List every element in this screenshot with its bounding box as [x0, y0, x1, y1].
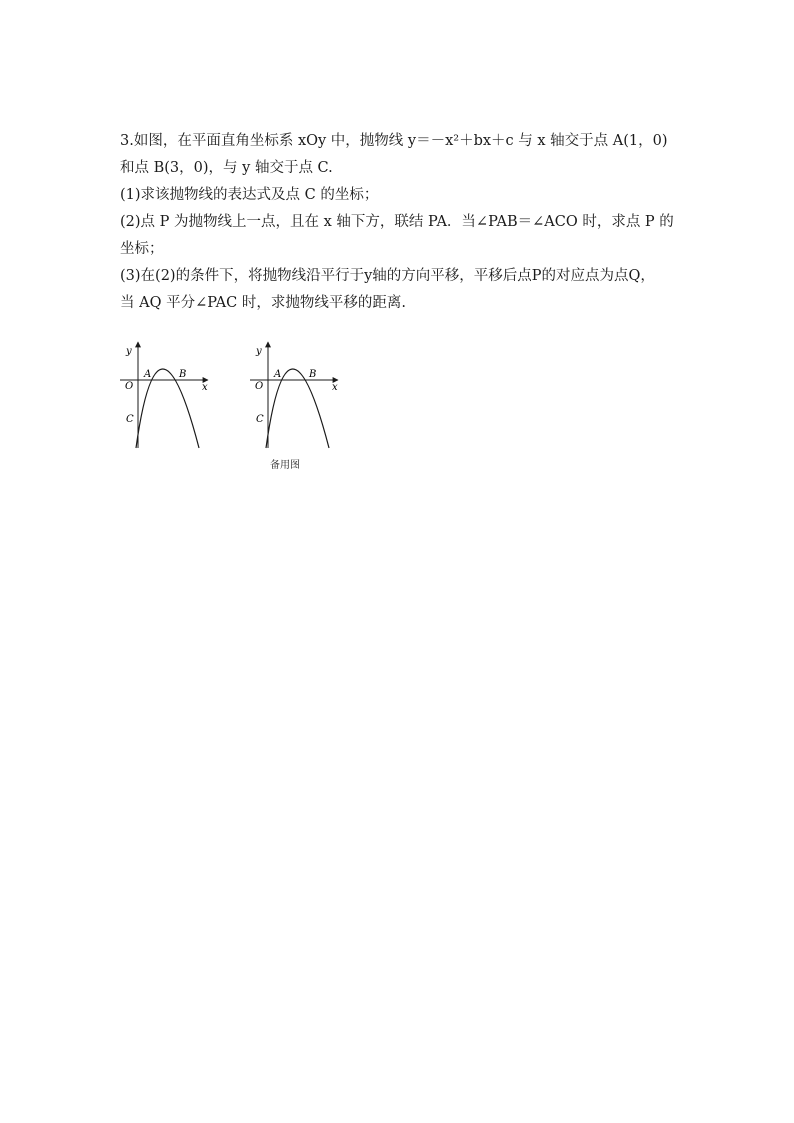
question-part-2-line-1: (2)点 P 为抛物线上一点，且在 x 轴下方，联结 PA．当∠PAB＝∠ACO 时，求点 P 的: [120, 214, 674, 230]
backup-figure-caption: 备用图: [270, 460, 300, 471]
label-b: B: [309, 369, 317, 380]
label-y: y: [126, 346, 132, 357]
label-o: O: [125, 381, 134, 392]
label-x: x: [332, 382, 338, 393]
label-b: B: [179, 369, 187, 380]
figure-2: [250, 342, 338, 448]
label-y: y: [256, 346, 262, 357]
problem-text: [120, 128, 710, 317]
label-x: x: [202, 382, 208, 393]
parabola-curve: [266, 369, 329, 448]
question-part-3-line-2: 当 AQ 平分∠PAC 时，求抛物线平移的距离.: [120, 295, 406, 311]
question-part-2-line-2: 坐标；: [120, 241, 164, 257]
label-c: C: [126, 414, 134, 425]
figures: [118, 340, 358, 475]
problem-stem-line-1: 3.如图，在平面直角坐标系 xOy 中，抛物线 y＝－x²＋bx＋c 与 x 轴交于点 A(1，0): [120, 133, 668, 149]
label-a: A: [274, 369, 282, 380]
label-o: O: [255, 381, 264, 392]
parabola-curve: [136, 369, 199, 448]
question-part-1: (1)求该抛物线的表达式及点 C 的坐标；: [120, 187, 379, 203]
problem-stem-line-2: 和点 B(3，0)，与 y 轴交于点 C.: [120, 160, 333, 176]
question-part-3-line-1: (3)在(2)的条件下，将抛物线沿平行于y轴的方向平移，平移后点P的对应点为点Q，: [120, 268, 655, 284]
label-a: A: [144, 369, 152, 380]
figure-1: [120, 342, 208, 448]
label-c: C: [256, 414, 264, 425]
